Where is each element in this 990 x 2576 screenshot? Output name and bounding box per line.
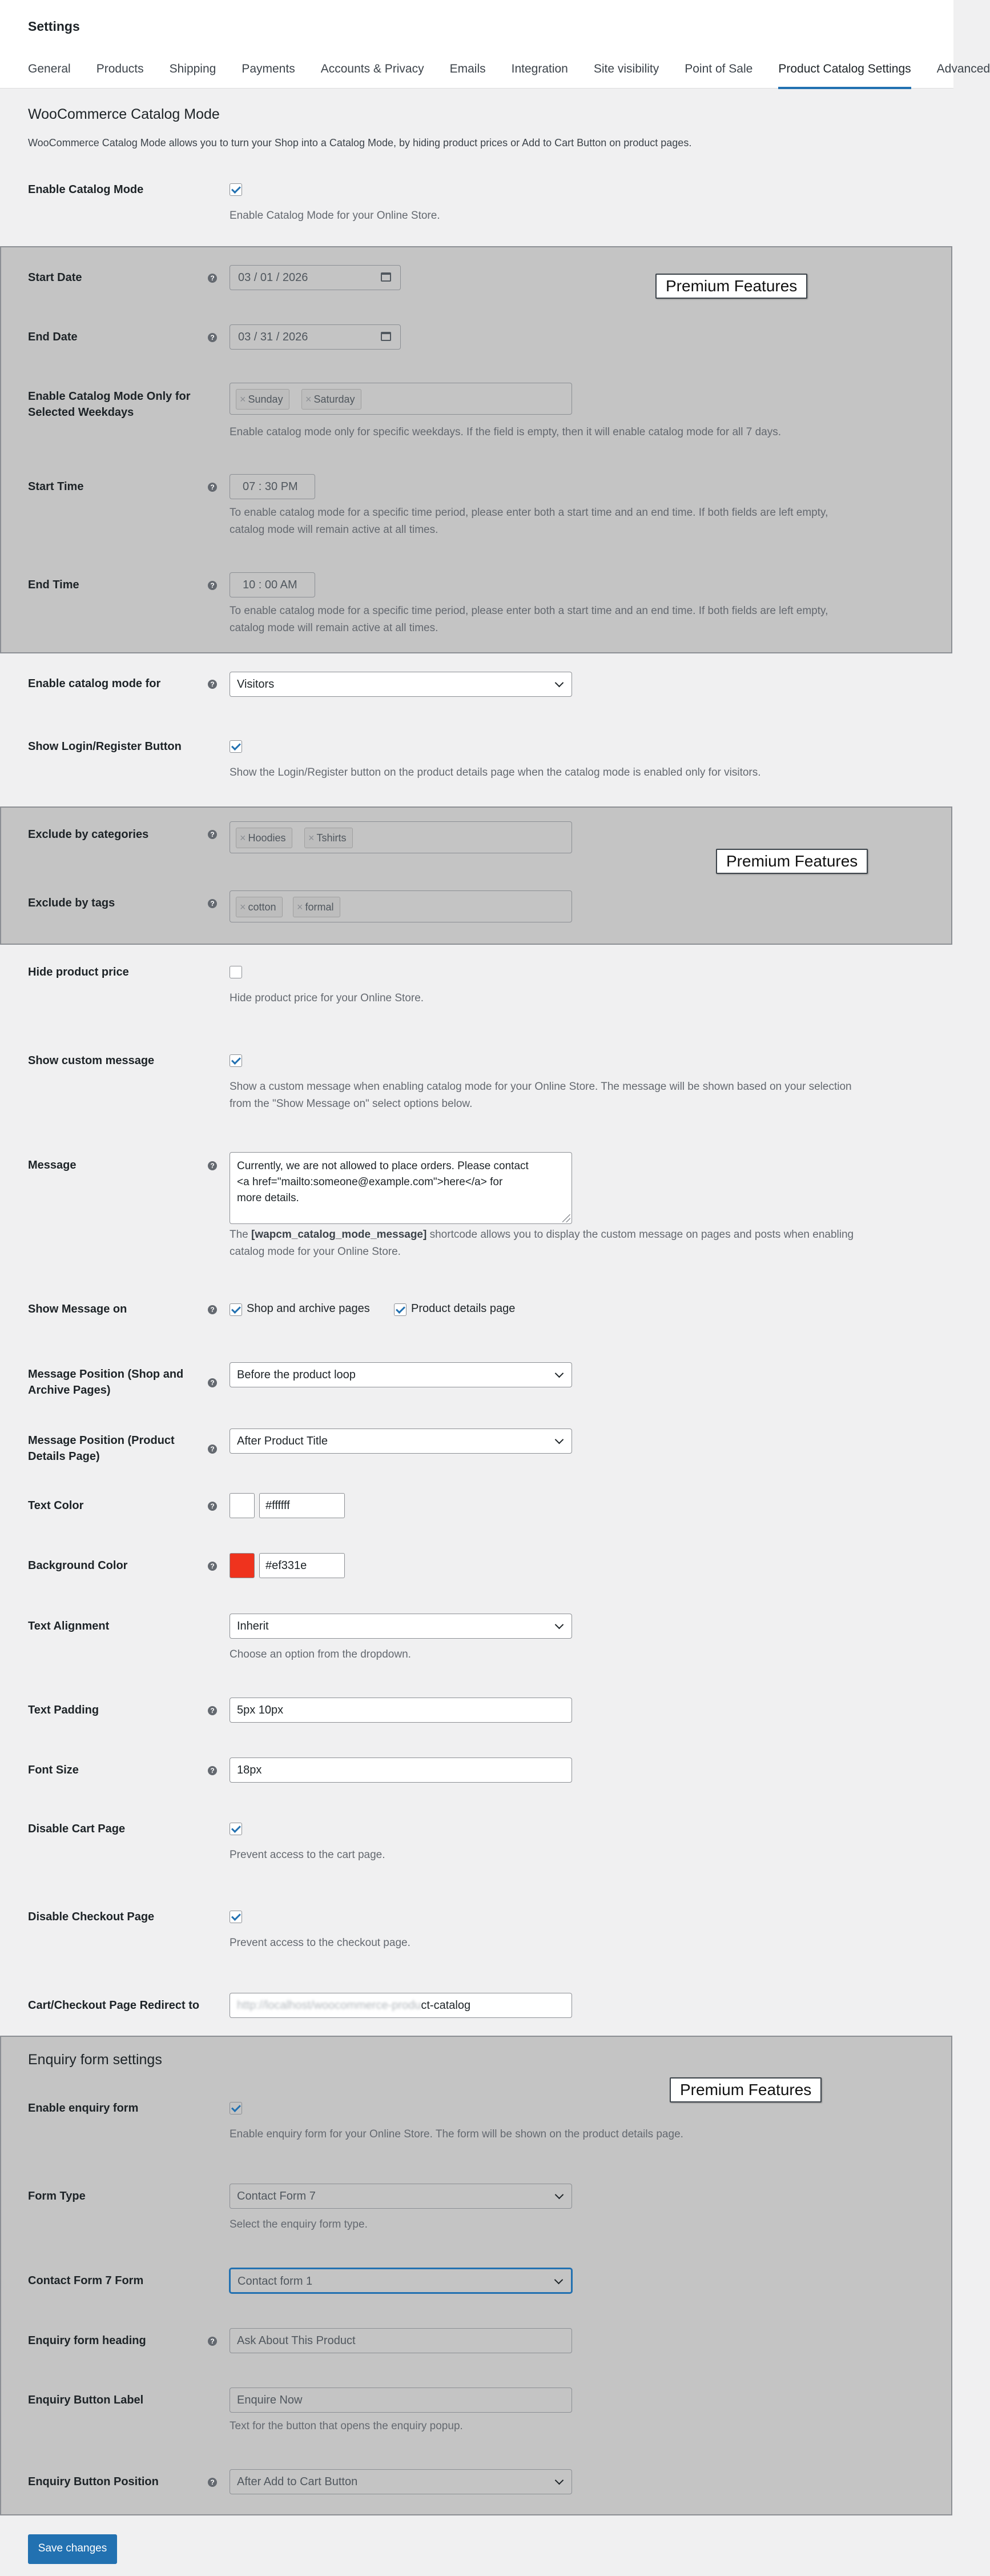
help-icon: ?	[208, 1562, 217, 1571]
end-date-input[interactable]	[230, 324, 401, 350]
premium-features-badge: Premium Features	[655, 274, 807, 299]
settings-tabs	[28, 61, 990, 88]
premium-features-badge: Premium Features	[716, 849, 868, 874]
redirect-url-visible: ct-catalog	[421, 1999, 471, 2012]
login-button-label: Show Login/Register Button	[28, 740, 182, 753]
help-icon: ?	[208, 899, 217, 908]
custom-message-label: Show custom message	[28, 1054, 155, 1067]
help-icon: ?	[208, 1445, 217, 1454]
tab-emails[interactable]: Emails	[449, 62, 486, 75]
tag-formal[interactable]	[293, 897, 340, 917]
tag-label: formal	[305, 901, 334, 913]
msg-pos-shop-select[interactable]: Before the product loop	[230, 1362, 572, 1387]
enquiry-button-position-select[interactable]: After Add to Cart Button	[230, 2469, 572, 2494]
tab-product-catalog-settings[interactable]: Product Catalog Settings	[778, 61, 911, 89]
save-changes-button[interactable]: Save changes	[28, 2534, 117, 2564]
exclude-categories-select[interactable]	[230, 821, 572, 853]
exclude-tags-label: Exclude by tags	[28, 897, 115, 909]
text-alignment-label: Text Alignment	[28, 1620, 110, 1632]
message-line: Currently, we are not allowed to place orders. Please contact	[237, 1160, 529, 1172]
font-size-input[interactable]: 18px	[230, 1758, 572, 1783]
enable-enquiry-label: Enable enquiry form	[28, 2102, 139, 2114]
remove-icon[interactable]: ×	[240, 394, 246, 405]
disable-cart-label: Disable Cart Page	[28, 1823, 126, 1835]
section-intro: WooCommerce Catalog Mode allows you to turn your Shop into a Catalog Mode, by hiding product prices or Add to Cart Button on product pages.	[28, 137, 692, 149]
cf7-form-label: Contact Form 7 Form	[28, 2274, 144, 2287]
enquiry-heading-input[interactable]: Ask About This Product	[230, 2328, 572, 2353]
help-icon: ?	[208, 1706, 217, 1715]
help-icon: ?	[208, 483, 217, 492]
login-button-checkbox[interactable]	[230, 740, 242, 753]
tab-shipping[interactable]: Shipping	[169, 62, 216, 75]
desc-line: catalog mode will remain active at all times.	[230, 622, 438, 634]
bg-color-swatch[interactable]	[230, 1553, 255, 1578]
form-type-label: Form Type	[28, 2190, 86, 2202]
shop-archive-checkbox[interactable]	[230, 1303, 242, 1316]
catalog-for-select[interactable]: Visitors	[230, 672, 572, 697]
enable-catalog-label: Enable Catalog Mode	[28, 183, 144, 196]
text-alignment-desc: Choose an option from the dropdown.	[230, 1648, 411, 1660]
help-icon: ?	[208, 1766, 217, 1775]
form-type-desc: Select the enquiry form type.	[230, 2218, 368, 2230]
tag-hoodies[interactable]	[236, 828, 292, 848]
text-color-swatch[interactable]	[230, 1493, 255, 1518]
disable-checkout-label: Disable Checkout Page	[28, 1911, 155, 1923]
enquiry-button-label-label: Enquiry Button Label	[28, 2394, 144, 2406]
calendar-icon[interactable]	[381, 332, 391, 341]
weekdays-select[interactable]	[230, 383, 572, 415]
remove-icon[interactable]: ×	[240, 901, 246, 913]
calendar-icon[interactable]	[381, 272, 391, 282]
tag-saturday[interactable]	[301, 389, 361, 410]
text-color-label: Text Color	[28, 1499, 84, 1512]
tab-general[interactable]: General	[28, 62, 71, 75]
remove-icon[interactable]: ×	[240, 832, 246, 844]
resize-handle[interactable]	[562, 1214, 570, 1222]
remove-icon[interactable]: ×	[297, 901, 303, 913]
help-icon: ?	[208, 1502, 217, 1511]
text-padding-label: Text Padding	[28, 1704, 99, 1716]
bg-color-label: Background Color	[28, 1559, 128, 1572]
tab-accounts-privacy[interactable]: Accounts & Privacy	[320, 62, 424, 75]
text-color-input[interactable]: #ffffff	[259, 1493, 345, 1518]
label-line: Message Position (Product	[28, 1434, 175, 1447]
tab-integration[interactable]: Integration	[511, 62, 568, 75]
remove-icon[interactable]: ×	[308, 832, 315, 844]
enable-enquiry-desc: Enable enquiry form for your Online Store. The form will be shown on the product details page.	[230, 2128, 683, 2140]
msg-pos-product-label	[28, 1433, 175, 1464]
message-line: <a href="mailto:someone@example.com">here</a> for	[237, 1176, 503, 1188]
tag-label: Saturday	[313, 394, 355, 405]
redirect-label: Cart/Checkout Page Redirect to	[28, 1999, 200, 2012]
hide-price-desc: Hide product price for your Online Store.	[230, 992, 424, 1004]
desc-line: from the "Show Message on" select options below.	[230, 1098, 473, 1110]
end-time-desc	[230, 603, 828, 637]
tag-label: Hoodies	[248, 832, 286, 844]
start-time-desc	[230, 504, 828, 539]
help-icon: ?	[208, 680, 217, 689]
help-icon: ?	[208, 274, 217, 283]
desc-line: To enable catalog mode for a specific time period, please enter both a start time and an end time. If both fields are left empty,	[230, 507, 828, 519]
enquiry-section-title: Enquiry form settings	[28, 2052, 162, 2068]
shop-archive-label[interactable]: Shop and archive pages	[247, 1302, 370, 1315]
page-title: Settings	[28, 19, 80, 34]
tab-site-visibility[interactable]: Site visibility	[593, 62, 659, 75]
tab-advanced[interactable]: Advanced	[936, 62, 990, 75]
help-icon: ?	[208, 2337, 217, 2346]
message-label: Message	[28, 1159, 77, 1171]
label-line: Details Page)	[28, 1450, 100, 1463]
redirect-url-blurred: http://localhost/woocommerce-produ	[237, 1999, 421, 2012]
help-icon: ?	[208, 1305, 217, 1314]
text-alignment-select[interactable]: Inherit	[230, 1614, 572, 1639]
weekdays-label-line2: Selected Weekdays	[28, 406, 134, 419]
disable-checkout-checkbox[interactable]	[230, 1911, 242, 1923]
tag-label: cotton	[248, 901, 276, 913]
label-line: Message Position (Shop and	[28, 1368, 184, 1381]
product-details-label[interactable]: Product details page	[411, 1302, 516, 1315]
end-date-label: End Date	[28, 331, 78, 343]
weekdays-label-line1: Enable Catalog Mode Only for	[28, 390, 191, 403]
start-date-input[interactable]	[230, 265, 401, 290]
help-icon: ?	[208, 1161, 217, 1170]
help-icon: ?	[208, 830, 217, 839]
font-size-label: Font Size	[28, 1764, 79, 1776]
enquiry-button-position-label: Enquiry Button Position	[28, 2475, 159, 2488]
enable-catalog-checkbox[interactable]	[230, 183, 242, 196]
disable-cart-desc: Prevent access to the cart page.	[230, 1849, 385, 1861]
custom-message-desc	[230, 1078, 852, 1113]
start-time-label: Start Time	[28, 480, 84, 493]
msg-pos-product-select[interactable]: After Product Title	[230, 1429, 572, 1454]
settings-header	[0, 0, 990, 89]
help-icon: ?	[208, 333, 217, 342]
enquiry-heading-label: Enquiry form heading	[28, 2334, 146, 2347]
custom-message-checkbox[interactable]	[230, 1054, 242, 1067]
hide-price-checkbox[interactable]	[230, 966, 242, 978]
show-message-on-label: Show Message on	[28, 1303, 127, 1315]
tag-label: Tshirts	[316, 832, 347, 844]
shortcode: [wapcm_catalog_mode_message]	[251, 1229, 427, 1241]
desc-line: Show a custom message when enabling catalog mode for your Online Store. The message will be shown based on your selection	[230, 1081, 852, 1093]
desc-text: The	[230, 1229, 252, 1241]
message-line: more details.	[237, 1192, 299, 1204]
end-time-input[interactable]: 10 : 00 AM	[230, 572, 315, 597]
disable-cart-checkbox[interactable]	[230, 1823, 242, 1835]
exclude-tags-select[interactable]	[230, 890, 572, 922]
enable-catalog-desc: Enable Catalog Mode for your Online Store.	[230, 210, 440, 222]
weekdays-label	[28, 388, 190, 420]
desc-line: To enable catalog mode for a specific time period, please enter both a start time and an end time. If both fields are left empty,	[230, 605, 828, 617]
cf7-form-select[interactable]: Contact form 1	[230, 2268, 572, 2293]
help-icon: ?	[208, 2478, 217, 2487]
enquiry-button-label-desc: Text for the button that opens the enquiry popup.	[230, 2420, 463, 2432]
end-time-label: End Time	[28, 579, 79, 591]
help-icon: ?	[208, 581, 217, 590]
label-line: Archive Pages)	[28, 1384, 111, 1397]
hide-price-label: Hide product price	[28, 966, 129, 978]
msg-pos-shop-label	[28, 1366, 183, 1398]
disable-checkout-desc: Prevent access to the checkout page.	[230, 1937, 411, 1949]
start-date-value: 03 / 01 / 2026	[238, 271, 308, 284]
premium-block-schedule	[0, 246, 952, 653]
tab-products[interactable]: Products	[96, 62, 144, 75]
tab-point-of-sale[interactable]: Point of Sale	[685, 62, 753, 75]
start-date-label: Start Date	[28, 271, 82, 284]
desc-line: catalog mode will remain active at all times.	[230, 524, 438, 536]
desc-text: shortcode allows you to display the custom message on pages and posts when enabling	[426, 1229, 854, 1241]
end-date-value: 03 / 31 / 2026	[238, 331, 308, 343]
message-textarea[interactable]	[230, 1152, 572, 1224]
product-details-checkbox[interactable]	[394, 1303, 407, 1316]
tab-payments[interactable]: Payments	[242, 62, 295, 75]
bg-color-input[interactable]: #ef331e	[259, 1553, 345, 1578]
message-desc	[230, 1226, 854, 1261]
premium-features-badge: Premium Features	[670, 2077, 822, 2102]
remove-icon[interactable]: ×	[305, 394, 312, 405]
login-button-desc: Show the Login/Register button on the product details page when the catalog mode is enabled only for visitors.	[230, 767, 761, 779]
redirect-input[interactable]	[230, 1993, 572, 2018]
start-time-input[interactable]: 07 : 30 PM	[230, 474, 315, 499]
tag-label: Sunday	[248, 394, 283, 405]
weekdays-desc: Enable catalog mode only for specific weekdays. If the field is empty, then it will enable catalog mode for all 7 days.	[230, 426, 781, 438]
desc-line: catalog mode for your Online Store.	[230, 1246, 401, 1258]
section-title: WooCommerce Catalog Mode	[28, 106, 220, 122]
enable-enquiry-checkbox[interactable]	[230, 2102, 242, 2114]
enquiry-button-label-input[interactable]: Enquire Now	[230, 2388, 572, 2413]
help-icon: ?	[208, 1378, 217, 1387]
text-padding-input[interactable]: 5px 10px	[230, 1698, 572, 1723]
catalog-for-label: Enable catalog mode for	[28, 677, 161, 690]
tag-sunday[interactable]	[236, 389, 289, 410]
exclude-categories-label: Exclude by categories	[28, 828, 149, 841]
tag-cotton[interactable]	[236, 897, 283, 917]
tag-tshirts[interactable]	[304, 828, 353, 848]
form-type-select[interactable]: Contact Form 7	[230, 2184, 572, 2209]
